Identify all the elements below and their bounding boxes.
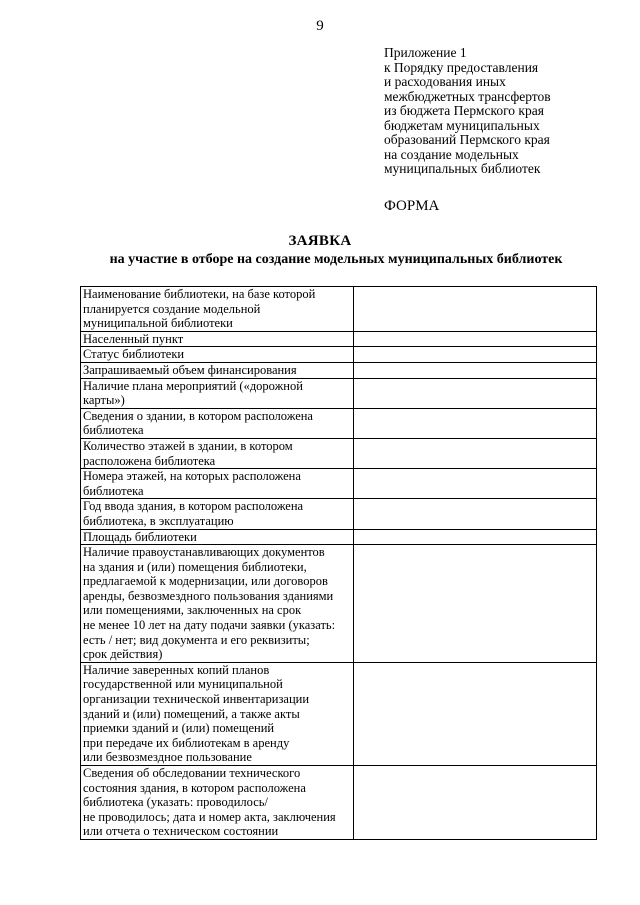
field-label-line: библиотека [83,483,144,498]
field-label-line: состояния здания, в котором расположена [83,780,306,795]
document-subtitle: на участие в отборе на создание модельных муниципальных библиотек [109,252,563,267]
appendix-line: образований Пермского края [384,132,550,147]
appendix-line: муниципальных библиотек [384,161,541,176]
field-label-cell [81,331,354,347]
field-label-cell [81,499,354,529]
field-label-line: Статус библиотеки [83,347,185,362]
field-value-cell[interactable] [354,347,597,363]
field-label-line: или помещениями, заключенных на срок [83,603,302,618]
appendix-line: Приложение 1 [384,45,467,60]
field-value-cell[interactable] [354,438,597,468]
field-label-line: срок действия) [83,647,163,662]
appendix-block [384,46,614,177]
field-label-cell [81,545,354,663]
field-label-line: Запрашиваемый объем финансирования [83,362,297,377]
document-title: ЗАЯВКА [288,233,352,249]
field-label-line: муниципальной библиотеки [83,316,233,331]
field-label-line: приемки зданий и (или) помещений [83,721,275,736]
field-value-cell[interactable] [354,529,597,545]
table-row [81,545,597,663]
field-value-cell[interactable] [354,545,597,663]
table-row [81,347,597,363]
field-value-cell[interactable] [354,766,597,840]
table-row [81,529,597,545]
table-row [81,499,597,529]
field-value-cell[interactable] [354,408,597,438]
application-table-body [81,287,597,840]
appendix-line: бюджетам муниципальных [384,117,540,133]
field-value-cell[interactable] [354,378,597,408]
field-label-line: есть / нет; вид документа и его реквизиты; [83,632,310,647]
field-label-cell [81,662,354,765]
field-label-line: предлагаемой к модернизации, или договоров [83,574,328,589]
field-label-cell [81,362,354,378]
field-label-line: зданий и (или) помещений, а также акты [83,706,300,721]
field-label-line: Год ввода здания, в котором расположена [83,499,304,514]
field-label-line: библиотека, в эксплуатацию [83,513,234,528]
appendix-line: и расходования иных [384,74,506,89]
field-label-line: или безвозмездное пользование [83,750,252,765]
field-label-line: Сведения об обследовании технического [83,766,301,780]
field-label-line: или отчета о техническом состоянии [83,824,279,839]
field-label-cell [81,347,354,363]
field-label-line: Наименование библиотеки, на базе которой [83,287,316,301]
table-row [81,362,597,378]
field-label-line: Наличие плана мероприятий («дорожной [83,378,303,393]
table-row [81,408,597,438]
field-label-line: библиотека [83,423,144,438]
field-label-line: организации технической инвентаризации [83,692,310,707]
field-label-line: государственной или муниципальной [83,677,283,692]
field-value-cell[interactable] [354,499,597,529]
field-label-cell [81,408,354,438]
appendix-line: межбюджетных трансфертов [384,88,551,104]
table-row [81,331,597,347]
field-value-cell[interactable] [354,287,597,332]
field-label-line: не менее 10 лет на дату подачи заявки (указать: [83,618,336,633]
field-label-line: Населенный пункт [83,331,184,346]
field-label-cell [81,438,354,468]
field-value-cell[interactable] [354,331,597,347]
table-row [81,766,597,840]
table-row [81,469,597,499]
field-label-line: карты») [83,393,125,408]
application-table [80,286,597,840]
form-label: ФОРМА [384,198,440,214]
field-label-line: Площадь библиотеки [83,529,197,544]
field-label-line: не проводилось; дата и номер акта, заключения [83,809,336,824]
page-number: 9 [316,18,324,34]
appendix-line: на создание модельных [384,146,519,162]
field-label-line: библиотека (указать: проводилось/ [83,795,268,810]
field-label-cell [81,766,354,840]
field-label-line: Наличие заверенных копий планов [83,662,270,677]
table-row [81,438,597,468]
field-label-line: Наличие правоустанавливающих документов [83,545,325,560]
field-label-line: аренды, безвозмездного пользования зданиями [83,588,334,603]
field-label-line: Номера этажей, на которых расположена [83,469,301,484]
field-label-line: при передаче их библиотекам в аренду [83,735,290,750]
table-row [81,287,597,332]
field-label-line: расположена библиотека [83,453,216,468]
field-label-cell [81,287,354,332]
table-row [81,378,597,408]
field-label-line: планируется создание модельной [83,301,261,316]
field-value-cell[interactable] [354,362,597,378]
field-label-line: Сведения о здании, в котором расположена [83,408,313,423]
field-label-line: на здания и (или) помещения библиотеки, [83,559,307,574]
field-label-cell [81,469,354,499]
table-row [81,662,597,765]
field-label-cell [81,378,354,408]
field-value-cell[interactable] [354,662,597,765]
field-value-cell[interactable] [354,469,597,499]
appendix-line: из бюджета Пермского края [384,103,544,118]
appendix-line: к Порядку предоставления [384,59,539,75]
field-label-line: Количество этажей в здании, в котором [83,438,293,453]
field-label-cell [81,529,354,545]
